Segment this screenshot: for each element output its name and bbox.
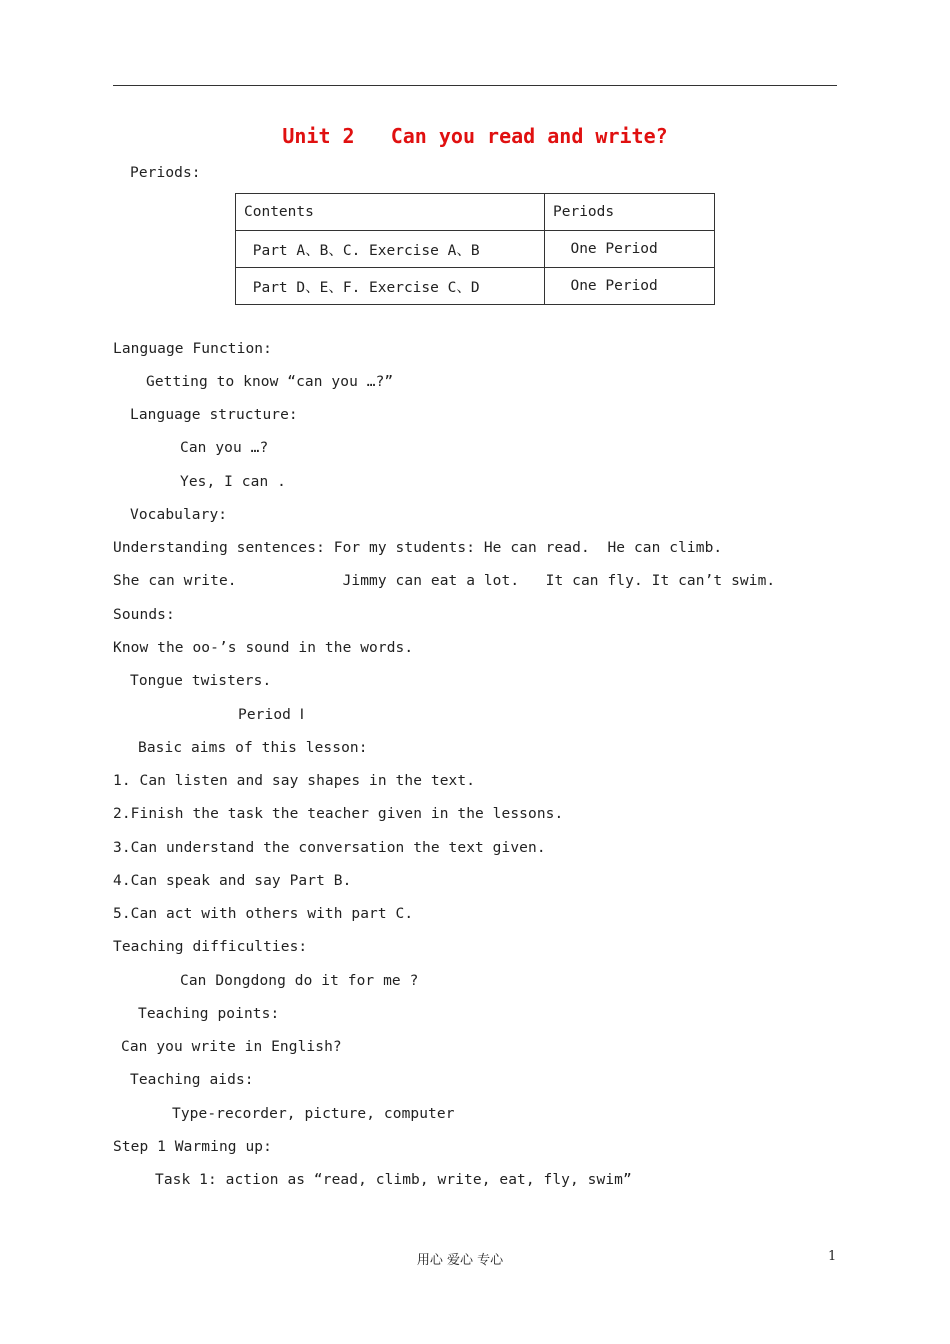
section-heading: Vocabulary: [130,507,228,523]
table-cell: Part D、E、F. Exercise C、D [236,268,545,305]
table-header-periods: Periods [545,194,715,231]
section-heading: Language structure: [130,407,298,423]
section-heading: Teaching aids: [130,1072,254,1088]
text-line: Type-recorder, picture, computer [172,1106,455,1122]
list-item: 2.Finish the task the teacher given in the lessons. [113,806,564,822]
list-item: 4.Can speak and say Part B. [113,873,352,889]
list-item: 5.Can act with others with part C. [113,906,414,922]
table-header-contents: Contents [236,194,545,231]
section-heading: Language Function: [113,341,272,357]
text-line: She can write. Jimmy can eat a lot. It can fly. It can’t swim. [113,573,776,589]
section-heading: Step 1 Warming up: [113,1139,272,1155]
list-item: 1. Can listen and say shapes in the text. [113,773,476,789]
table-cell: One Period [545,268,715,305]
table-row [236,231,715,268]
section-heading: Teaching points: [138,1006,280,1022]
text-line: Know the oo-’s sound in the words. [113,640,414,656]
text-line: Can you write in English? [121,1039,342,1055]
text-line: Tongue twisters. [130,673,272,689]
periods-table [235,193,715,305]
text-line: Can you …? [180,440,269,456]
footer-motto: 用心 爱心 专心 [416,1253,504,1268]
table-row [236,268,715,305]
section-heading: Teaching difficulties: [113,939,308,955]
document-title: Unit 2 Can you read and write? [282,124,668,148]
section-heading: Basic aims of this lesson: [138,740,368,756]
text-line: Task 1: action as “read, climb, write, eat, fly, swim” [155,1172,632,1188]
section-heading: Sounds: [113,607,175,623]
list-item: 3.Can understand the conversation the text given. [113,840,546,856]
period-heading: Period Ⅰ [238,707,305,723]
table-cell: Part A、B、C. Exercise A、B [236,231,545,268]
table-cell: One Period [545,231,715,268]
periods-label: Periods: [130,165,201,181]
header-rule [113,85,837,86]
text-line: Getting to know “can you …?” [146,374,394,390]
text-line: Can Dongdong do it for me ? [180,973,419,989]
table-header-row [236,194,715,231]
text-line: Understanding sentences: For my students: He can read. He can climb. [113,540,723,556]
text-line: Yes, I can . [180,474,286,490]
page-number: 1 [828,1249,837,1264]
